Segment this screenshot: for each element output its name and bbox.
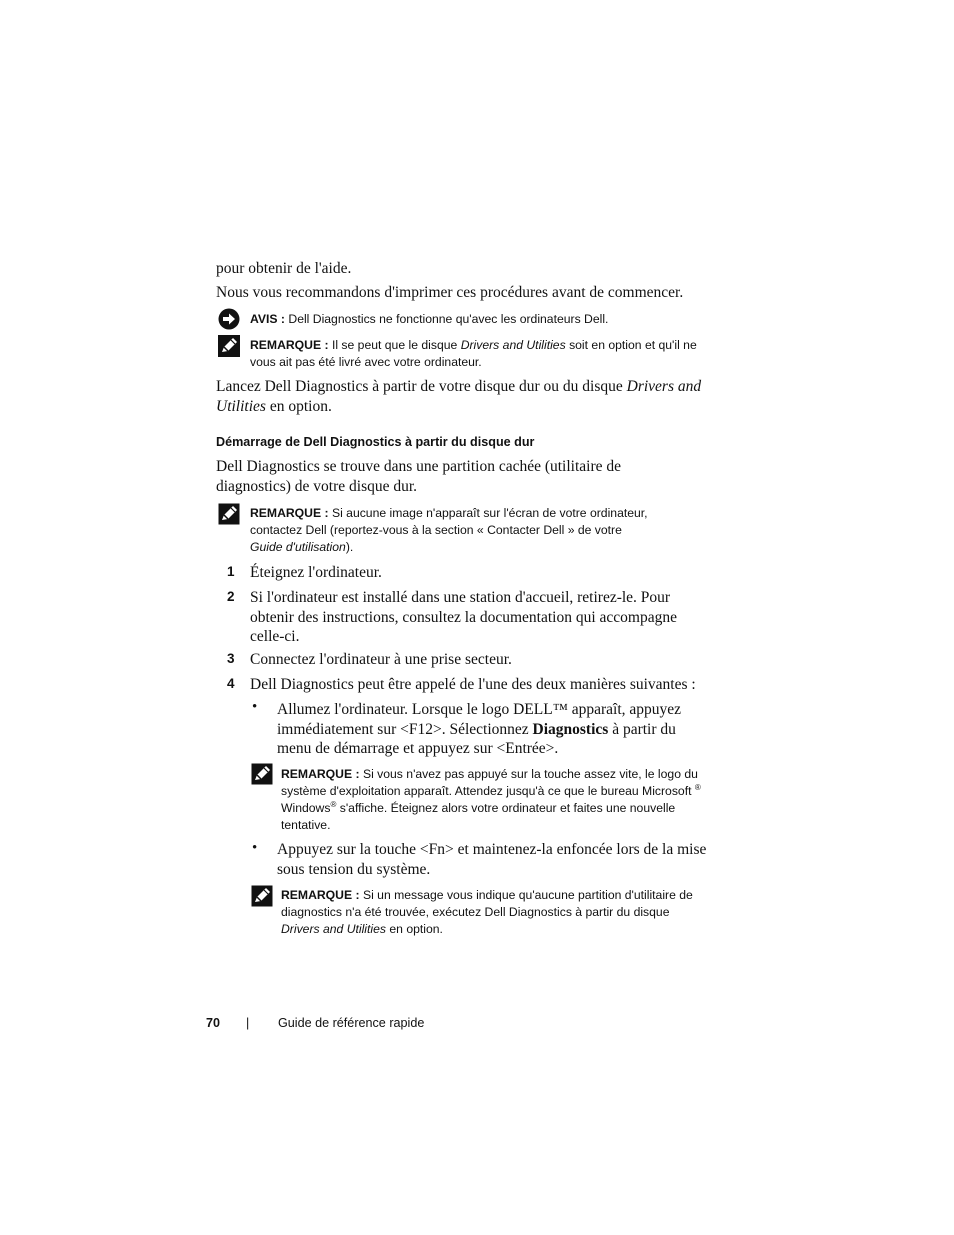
notice-arrow-icon	[218, 308, 240, 330]
step-1-number: 1	[227, 564, 235, 579]
note-1-text-c: vous ait pas été livré avec votre ordinateur.	[250, 355, 482, 369]
note-pencil-icon	[218, 503, 240, 525]
note-2-line-2: contactez Dell (reportez-vous à la section « Contacter Dell » de votre	[250, 523, 622, 537]
avis-label: AVIS :	[250, 312, 285, 326]
note-3-reg-2: ®	[330, 799, 337, 809]
bullet-1-line-3: menu de démarrage et appuyez sur <Entrée>.	[277, 740, 559, 757]
footer-separator: |	[246, 1016, 250, 1030]
launch-text-a: Lancez Dell Diagnostics à partir de votre disque dur ou du disque	[216, 378, 623, 395]
bullet-2-mark: •	[252, 840, 258, 856]
note-1-label: REMARQUE :	[250, 338, 329, 352]
bullet-2-text	[277, 840, 722, 879]
note-4-line-2: diagnostics n'a été trouvée, exécutez Dell Diagnostics à partir du disque	[281, 905, 670, 919]
launch-text-italic-b: Utilities	[216, 397, 266, 415]
launch-text-italic-a: Drivers and	[626, 378, 702, 395]
note-1-text-italic: Drivers and Utilities	[460, 338, 566, 352]
note-1	[250, 337, 720, 371]
note-4-line-3-end: en option.	[389, 922, 443, 936]
intro-text-1: pour obtenir de l'aide.	[216, 260, 352, 277]
bullet-1-line-2-a: immédiatement sur <F12>. Sélectionnez	[277, 720, 529, 738]
note-3-line-2: système d'exploitation apparaît. Attendez jusqu'à ce que le bureau Microsoft	[281, 784, 692, 798]
note-2-label: REMARQUE :	[250, 506, 329, 520]
step-4-number: 4	[227, 676, 235, 691]
bullet-1-line-2-bold: Diagnostics	[532, 720, 609, 738]
step-2-line-1: Si l'ordinateur est installé dans une station d'accueil, retirez-le. Pour	[250, 589, 671, 606]
note-1-text-b: soit en option et qu'il ne	[569, 338, 697, 352]
step-3-number: 3	[227, 651, 235, 666]
note-3-reg-1: ®	[694, 782, 701, 792]
avis-note	[250, 311, 608, 328]
step-1-text: Éteignez l'ordinateur.	[250, 564, 382, 581]
bullet-2-line-2: sous tension du système.	[277, 860, 431, 878]
bullet-1-mark: •	[252, 699, 258, 715]
bullet-1-line-2-b: à partir du	[612, 720, 676, 738]
note-3-line-3-a: Windows	[281, 801, 331, 815]
note-4-line-1: Si un message vous indique qu'aucune partition d'utilitaire de	[362, 888, 693, 902]
note-4-label: REMARQUE :	[281, 888, 360, 902]
step-3-text: Connectez l'ordinateur à une prise secteur.	[250, 651, 512, 668]
section-paragraph	[216, 457, 621, 496]
note-3-line-1: Si vous n'avez pas appuyé sur la touche assez vite, le logo du	[362, 767, 698, 781]
step-2-number: 2	[227, 589, 235, 604]
launch-text-b: en option.	[269, 397, 332, 415]
note-2	[250, 505, 720, 556]
page-number: 70	[206, 1016, 221, 1030]
note-pencil-icon	[218, 335, 240, 357]
footer-title: Guide de référence rapide	[278, 1016, 425, 1030]
note-1-text-a: Il se peut que le disque	[331, 338, 458, 352]
bullet-1-line-1: Allumez l'ordinateur. Lorsque le logo DELL™ apparaît, appuyez	[277, 701, 682, 718]
note-pencil-icon	[251, 885, 273, 907]
note-3-line-4: tentative.	[281, 818, 331, 832]
note-2-italic: Guide d'utilisation	[250, 540, 346, 554]
section-paragraph-line-1: Dell Diagnostics se trouve dans une partition cachée (utilitaire de	[216, 458, 622, 475]
note-4	[281, 887, 721, 938]
intro-text-2: Nous vous recommandons d'imprimer ces procédures avant de commencer.	[216, 284, 684, 301]
launch-paragraph	[216, 377, 716, 416]
bullet-1-text	[277, 700, 722, 759]
note-pencil-icon	[251, 763, 273, 785]
step-4-text: Dell Diagnostics peut être appelé de l'une des deux manières suivantes :	[250, 676, 696, 693]
avis-text: Dell Diagnostics ne fonctionne qu'avec les ordinateurs Dell.	[288, 312, 609, 326]
note-2-line-3-end: ).	[345, 540, 354, 554]
step-2-line-3: celle-ci.	[250, 628, 300, 645]
note-4-italic: Drivers and Utilities	[281, 922, 386, 936]
note-3-label: REMARQUE :	[281, 767, 360, 781]
note-3	[281, 766, 721, 834]
note-3-line-3-b: s'affiche. Éteignez alors votre ordinateur et faites une nouvelle	[339, 801, 676, 815]
step-2-text	[250, 588, 720, 647]
section-heading: Démarrage de Dell Diagnostics à partir du disque dur	[216, 435, 535, 449]
step-2-line-2: obtenir des instructions, consultez la documentation qui accompagne	[250, 608, 677, 626]
bullet-2-line-1: Appuyez sur la touche <Fn> et maintenez-la enfoncée lors de la mise	[277, 841, 707, 858]
section-paragraph-line-2: diagnostics) de votre disque dur.	[216, 477, 418, 495]
note-2-line-1: Si aucune image n'apparaît sur l'écran de votre ordinateur,	[331, 506, 648, 520]
